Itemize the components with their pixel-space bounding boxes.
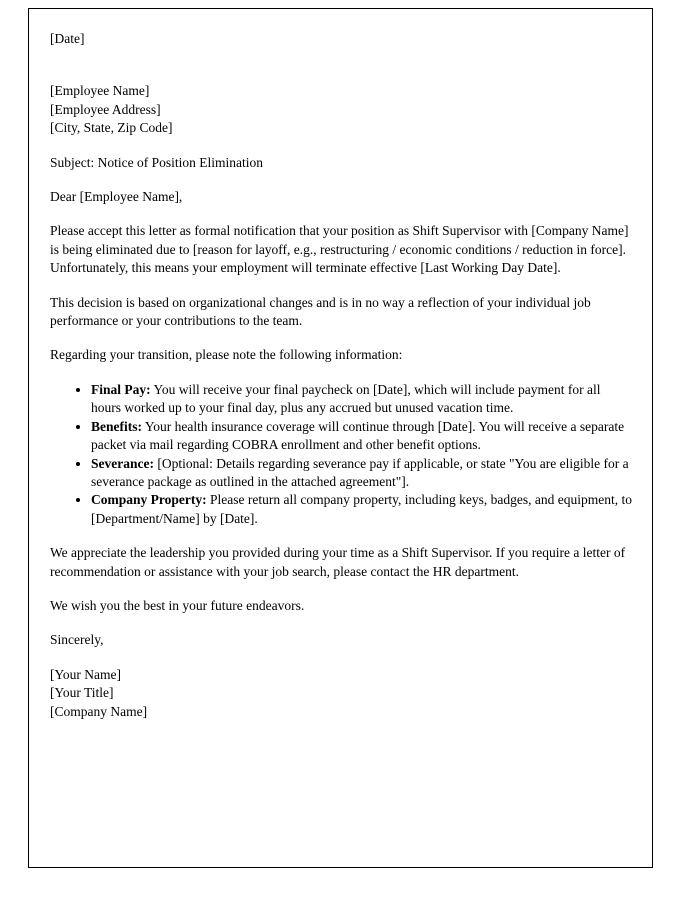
bullet-benefits-label: Benefits: xyxy=(91,418,142,434)
signature-company: [Company Name] xyxy=(50,703,148,719)
paragraph-appreciation: We appreciate the leadership you provided during your time as a Shift Supervisor. If you require a letter of recommendation or assistance with your job search, please contact the HR department. xyxy=(50,545,626,579)
paragraph-transition-intro: Regarding your transition, please note the following information: xyxy=(50,347,403,363)
recipient-name: [Employee Name] xyxy=(50,83,150,99)
bullet-final-pay-text: You will receive your final paycheck on [Date], which will include payment for all hours worked up to your final day, plus any accrued but unused vacation time. xyxy=(91,381,601,416)
recipient-address: [Employee Address] xyxy=(50,101,161,117)
letter-page xyxy=(28,8,653,868)
bullet-final-pay xyxy=(91,381,632,418)
date-block xyxy=(50,30,632,48)
bullet-severance-text: [Optional: Details regarding severance pay if applicable, or state "You are eligible for a severance package as outlined in the attached agreement"]. xyxy=(91,455,629,489)
bullet-benefits xyxy=(91,418,632,455)
bullet-benefits-text: Your health insurance coverage will continue through [Date]. You will receive a separate packet via mail regarding COBRA enrollment and other benefit options. xyxy=(91,418,625,453)
paragraph-decision: This decision is based on organizational changes and is in no way a reflection of your individual job performance or your contributions to the team. xyxy=(50,294,591,329)
signature-name: [Your Name] xyxy=(50,666,121,682)
signature-block xyxy=(50,666,632,721)
bullet-severance xyxy=(91,455,632,492)
date-placeholder: [Date] xyxy=(50,31,85,46)
bullet-company-property-text: Please return all company property, including keys, badges, and equipment, to [Department/Name] by [Date]. xyxy=(91,492,633,526)
transition-bullet-list xyxy=(50,381,632,528)
signature-title: [Your Title] xyxy=(50,685,114,701)
closing: Sincerely, xyxy=(50,632,104,648)
recipient-block xyxy=(50,82,632,137)
bullet-final-pay-label: Final Pay: xyxy=(91,381,151,397)
subject-line: Subject: Notice of Position Elimination xyxy=(50,154,263,170)
paragraph-notification: Please accept this letter as formal notification that your position as Shift Supervisor with [Company Name] is being eliminated due to [reason for layoff, e.g., restructuring / economic conditions / reduction in force]. Unfortunately, this means your employment will terminate effective [Last Working Day Date]. xyxy=(50,223,629,276)
salutation: Dear [Employee Name], xyxy=(50,189,183,205)
bullet-company-property xyxy=(91,491,632,528)
bullet-severance-label: Severance: xyxy=(91,455,154,471)
paragraph-well-wishes: We wish you the best in your future endeavors. xyxy=(50,597,305,613)
recipient-city-state-zip: [City, State, Zip Code] xyxy=(50,120,173,136)
bullet-company-property-label: Company Property: xyxy=(91,492,207,508)
